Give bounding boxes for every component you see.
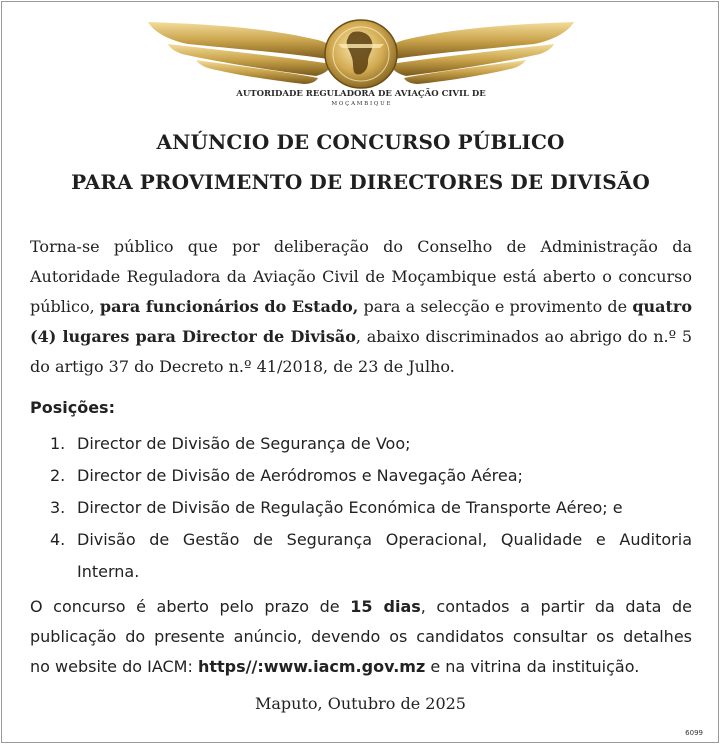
list-item-number: 3. <box>50 498 66 517</box>
announcement-title: ANÚNCIO DE CONCURSO PÚBLICO <box>156 130 565 154</box>
list-item <box>50 428 692 460</box>
intro-paragraph <box>30 232 692 382</box>
list-item-number: 4. <box>50 530 66 549</box>
intro-line-4: (4) lugares para Director de Divisão, abaixo discriminados ao abrigo do n.º 5 <box>30 327 693 346</box>
list-item-text-continued: Interna. <box>77 562 140 581</box>
deadline-line-3: no website do IACM: https//:www.iacm.gov.mz e na vitrina da instituição. <box>30 657 640 676</box>
list-item-number: 1. <box>50 434 66 453</box>
list-item <box>50 524 692 588</box>
deadline-paragraph <box>30 592 692 682</box>
list-item-text: Director de Divisão de Regulação Económica de Transporte Aéreo; e <box>77 498 623 517</box>
list-item-text: Divisão de Gestão de Segurança Operacional, Qualidade e Auditoria <box>77 530 692 549</box>
deadline-line-2: publicação do presente anúncio, devendo os candidatos consultar os detalhes <box>30 627 692 646</box>
svg-text:M O Ç A M B I Q U E: M O Ç A M B I Q U E <box>331 101 391 106</box>
intro-line-5: do artigo 37 do Decreto n.º 41/2018, de 23 de Julho. <box>30 357 455 376</box>
ad-code: 6099 <box>685 729 703 737</box>
announcement-subtitle: PARA PROVIMENTO DE DIRECTORES DE DIVISÃO <box>71 170 650 194</box>
website-link[interactable]: https//:www.iacm.gov.mz <box>197 657 426 676</box>
intro-line-2: Autoridade Reguladora da Aviação Civil de Moçambique está aberto o concurso <box>30 267 692 286</box>
list-item-text: Director de Divisão de Segurança de Voo; <box>77 434 411 453</box>
iacm-logo <box>148 14 574 106</box>
positions-heading: Posições: <box>30 398 115 417</box>
list-item <box>50 460 692 492</box>
list-item-text: Director de Divisão de Aeródromos e Navegação Aérea; <box>77 466 523 485</box>
deadline-line-1: O concurso é aberto pelo prazo de 15 dias, contados a partir da data de <box>30 597 693 616</box>
list-item-number: 2. <box>50 466 66 485</box>
intro-line-3: público, para funcionários do Estado, para a selecção e provimento de quatro <box>30 297 693 316</box>
svg-text:AUTORIDADE REGULADORA DE AVIAÇ: AUTORIDADE REGULADORA DE AVIAÇÃO CIVIL DE <box>236 89 486 99</box>
place-date: Maputo, Outubro de 2025 <box>255 694 466 713</box>
list-item <box>50 492 692 524</box>
positions-list <box>50 428 692 588</box>
intro-line-1: Torna-se público que por deliberação do Conselho de Administração da <box>30 237 692 256</box>
